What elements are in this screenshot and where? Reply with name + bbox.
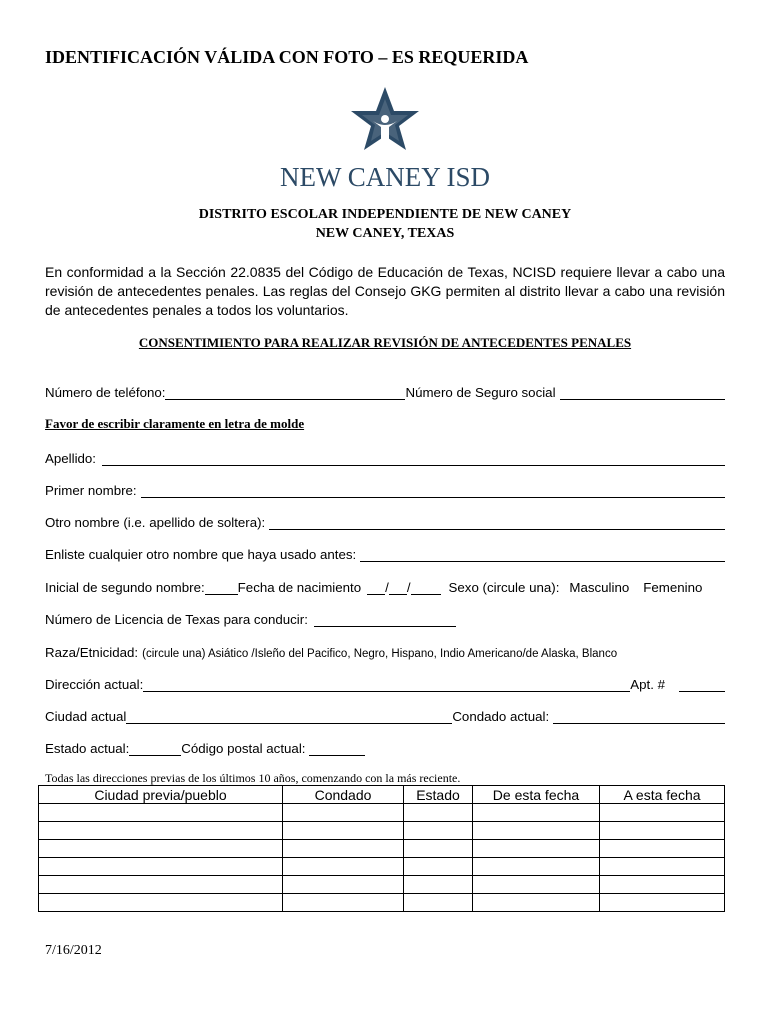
table-row — [39, 840, 725, 858]
sex-option-female[interactable]: Femenino — [643, 580, 703, 595]
dob-label: Fecha de nacimiento — [237, 580, 362, 595]
sex-label: Sexo (circule una): — [448, 580, 560, 595]
first-name-row — [45, 478, 725, 498]
first-name-field[interactable] — [141, 483, 725, 498]
state-label: Estado actual: — [45, 741, 130, 756]
table-cell[interactable] — [283, 840, 404, 858]
city-county-row — [45, 704, 725, 724]
table-cell[interactable] — [39, 840, 283, 858]
table-cell[interactable] — [39, 858, 283, 876]
table-cell[interactable] — [600, 858, 725, 876]
license-label: Número de Licencia de Texas para conducir: — [45, 612, 308, 627]
table-cell[interactable] — [600, 894, 725, 912]
column-header: De esta fecha — [473, 786, 600, 804]
table-cell[interactable] — [600, 840, 725, 858]
consent-heading: CONSENTIMIENTO PARA REALIZAR REVISIÓN DE ANTECEDENTES PENALES — [138, 335, 632, 350]
table-cell[interactable] — [39, 894, 283, 912]
table-cell[interactable] — [473, 876, 600, 894]
race-label: Raza/Etnicidad: — [45, 645, 139, 660]
zip-field[interactable] — [309, 741, 365, 756]
apt-label: Apt. # — [630, 677, 665, 692]
page-title: IDENTIFICACIÓN VÁLIDA CON FOTO – ES REQUERIDA — [45, 47, 529, 67]
sex-option-male[interactable]: Masculino — [569, 580, 630, 595]
phone-label: Número de teléfono: — [45, 385, 166, 400]
dob-slash: / — [406, 580, 411, 595]
table-header-row — [39, 786, 725, 804]
state-zip-row — [45, 736, 725, 756]
document-date: 7/16/2012 — [45, 943, 102, 958]
last-name-label: Apellido: — [45, 451, 97, 466]
other-name-field[interactable] — [269, 515, 725, 530]
table-body — [39, 804, 725, 912]
table-cell[interactable] — [473, 822, 600, 840]
intro-paragraph: En conformidad a la Sección 22.0835 del Código de Educación de Texas, NCISD requiere llevar a cabo una revisión de antecedentes penales. Las reglas del Consejo GKG permiten al distrito llevar a cabo una revisión de antecedentes penales a todos los voluntarios. — [45, 264, 725, 318]
table-row — [39, 894, 725, 912]
table-cell[interactable] — [283, 894, 404, 912]
address-label: Dirección actual: — [45, 677, 144, 692]
last-name-row — [45, 446, 725, 466]
table-cell[interactable] — [404, 894, 473, 912]
table-row — [39, 804, 725, 822]
table-cell[interactable] — [600, 822, 725, 840]
middle-initial-label: Inicial de segundo nombre: — [45, 580, 205, 595]
last-name-field[interactable] — [102, 451, 725, 466]
column-header: A esta fecha — [600, 786, 725, 804]
ssn-label: Número de Seguro social — [405, 385, 556, 400]
star-logo-icon — [280, 82, 490, 192]
table-cell[interactable] — [39, 876, 283, 894]
previous-addresses-note: Todas las direcciones previas de los últimos 10 años, comenzando con la más reciente. — [45, 771, 461, 785]
logo-text: NEW CANEY ISD — [280, 162, 490, 192]
table-cell[interactable] — [283, 804, 404, 822]
other-name-row — [45, 510, 725, 530]
table-cell[interactable] — [39, 822, 283, 840]
dob-day-field[interactable] — [389, 580, 407, 595]
license-row — [45, 607, 725, 627]
table-cell[interactable] — [404, 840, 473, 858]
table-row — [39, 876, 725, 894]
phone-ssn-row — [45, 380, 725, 400]
city-field[interactable] — [126, 709, 452, 724]
race-options[interactable]: (circule una) Asiático /Isleño del Pacifico, Negro, Hispano, Indio Americano/de Alaska, Blanco — [142, 648, 618, 660]
middle-initial-field[interactable] — [205, 580, 238, 595]
city-label: Ciudad actual — [45, 709, 127, 724]
other-name-label: Otro nombre (i.e. apellido de soltera): — [45, 515, 266, 530]
table-cell[interactable] — [283, 858, 404, 876]
license-field[interactable] — [314, 612, 456, 627]
first-name-label: Primer nombre: — [45, 483, 137, 498]
table-row — [39, 858, 725, 876]
table-cell[interactable] — [473, 858, 600, 876]
apt-field[interactable] — [679, 677, 725, 692]
table-cell[interactable] — [473, 840, 600, 858]
phone-field[interactable] — [165, 385, 405, 400]
table-row — [39, 822, 725, 840]
table-cell[interactable] — [283, 876, 404, 894]
table-cell[interactable] — [600, 804, 725, 822]
zip-label: Código postal actual: — [181, 741, 306, 756]
table-cell[interactable] — [404, 858, 473, 876]
table-cell[interactable] — [404, 822, 473, 840]
other-names-used-label: Enliste cualquier otro nombre que haya usado antes: — [45, 547, 357, 562]
district-name: DISTRITO ESCOLAR INDEPENDIENTE DE NEW CANEY — [198, 207, 572, 222]
dob-month-field[interactable] — [367, 580, 385, 595]
county-label: Condado actual: — [452, 709, 550, 724]
column-header: Estado — [404, 786, 473, 804]
table-cell[interactable] — [283, 822, 404, 840]
new-caney-isd-logo — [280, 82, 490, 192]
other-names-used-row — [45, 542, 725, 562]
column-header: Ciudad previa/pueblo — [39, 786, 283, 804]
ssn-field[interactable] — [560, 385, 725, 400]
column-header: Condado — [283, 786, 404, 804]
table-cell[interactable] — [404, 876, 473, 894]
table-cell[interactable] — [600, 876, 725, 894]
other-names-used-field[interactable] — [360, 547, 725, 562]
address-field[interactable] — [143, 677, 630, 692]
previous-addresses-table — [38, 785, 725, 912]
district-city: NEW CANEY, TEXAS — [315, 226, 455, 241]
race-row — [45, 640, 725, 660]
state-field[interactable] — [129, 741, 181, 756]
table-cell[interactable] — [39, 804, 283, 822]
table-cell[interactable] — [473, 804, 600, 822]
table-cell[interactable] — [404, 804, 473, 822]
table-cell[interactable] — [473, 894, 600, 912]
print-note: Favor de escribir claramente en letra de molde — [45, 416, 305, 431]
address-row — [45, 672, 725, 692]
initial-dob-sex-row — [45, 575, 725, 595]
dob-year-field[interactable] — [411, 580, 441, 595]
county-field[interactable] — [553, 709, 725, 724]
dob-slash: / — [385, 580, 389, 595]
